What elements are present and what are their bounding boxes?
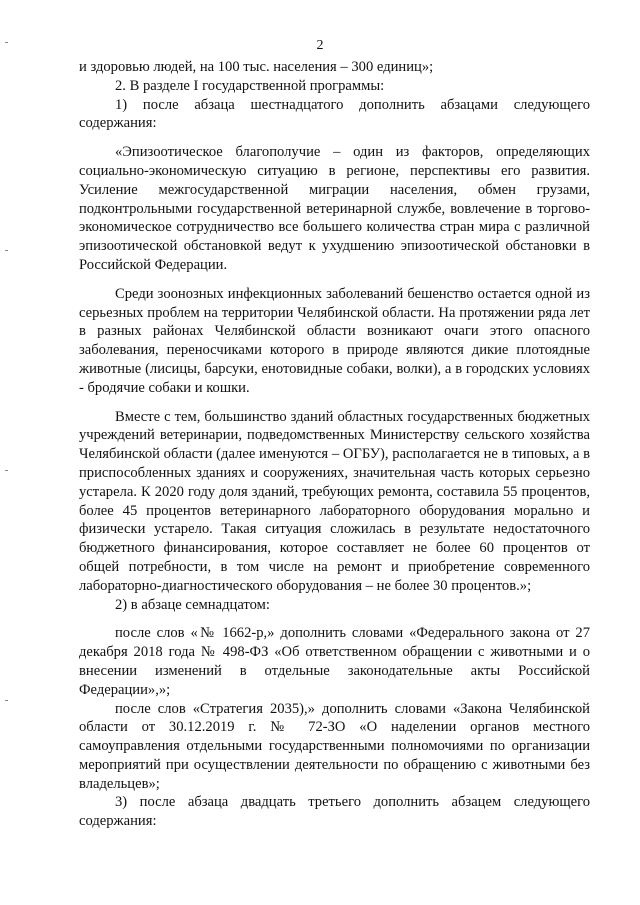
scan-edge-mark — [5, 250, 8, 251]
paragraph-item-3: 3) после абзаца двадцать третьего дополнить абзацем следующего содержания: — [79, 794, 590, 830]
scan-edge-mark — [5, 700, 8, 701]
paragraph-amendment-regional-law: после слов «Стратегия 2035),» дополнить словами «Закона Челябинской области от 30.12.2019 г. № 72-ЗО «О наделении органов местного самоуправления отдельными государственными полномочиями по организации мероприятий при осуществлении деятельности по обращению с животными без владельцев»; — [79, 700, 590, 792]
paragraph-amendment-federal-law: после слов «№ 1662-р,» дополнить словами «Федерального закона от 27 декабря 2018 года № 498-ФЗ «Об ответственном обращении с животными и о внесении изменений в отдельные законодательные акты Российской Федерации»,»; — [79, 625, 590, 698]
paragraph-quote-epizootic: «Эпизоотическое благополучие – один из факторов, определяющих социально-экономическую ситуацию в регионе, перспективы его развития. Усиление межгосударственной миграции населения, обмен грузами, подконтрольными государственной ветеринарной службе, вовлечение в торгово-экономическое сотрудничество все большего количества стран мира с различной эпизоотической обстановкой ведут к ухудшению эпизоотической обстановки в Российской Федерации. — [79, 144, 590, 273]
paragraph-item-2: 2) в абзаце семнадцатом: — [115, 596, 270, 613]
document-body — [79, 58, 590, 831]
paragraph-section-heading: 2. В разделе I государственной программы: — [115, 77, 385, 94]
paragraph-item-1: 1) после абзаца шестнадцатого дополнить абзацами следующего содержания: — [79, 96, 590, 132]
paragraph-quote-rabies: Среди зоонозных инфекционных заболеваний бешенство остается одной из серьезных проблем на территории Челябинской области. На протяжении ряда лет в разных районах Челябинской области возникают очаги этого опасного заболевания, переносчиками которого в природе являются дикие плотоядные животные (лисицы, барсуки, енотовидные собаки, волки), а в городских условиях - бродячие собаки и кошки. — [79, 285, 590, 396]
scan-edge-mark — [5, 42, 8, 43]
scan-edge-mark — [5, 470, 8, 471]
paragraph-quote-buildings: Вместе с тем, большинство зданий областных государственных бюджетных учреждений ветеринарии, подведомственных Министерству сельского хозяйства Челябинской области (далее именуются – ОГБУ), располагается не в типовых, а в приспособленных зданиях и сооружениях, значительная часть которых серьезно устарела. К 2020 году доля зданий, требующих ремонта, составила 55 процентов, более 45 процентов ветеринарного лабораторного оборудования морально и физически устарело. Такая ситуация сложилась в результате недостаточного бюджетного финансирования, которое составляет не более 60 процентов от общей потребности, в том числе на ремонт и приобретение современного лабораторно-диагностического оборудования – не более 30 процентов.»; — [79, 408, 590, 594]
page-number: 2 — [316, 38, 324, 53]
paragraph-continuation: и здоровью людей, на 100 тыс. населения – 300 единиц»; — [79, 59, 434, 75]
